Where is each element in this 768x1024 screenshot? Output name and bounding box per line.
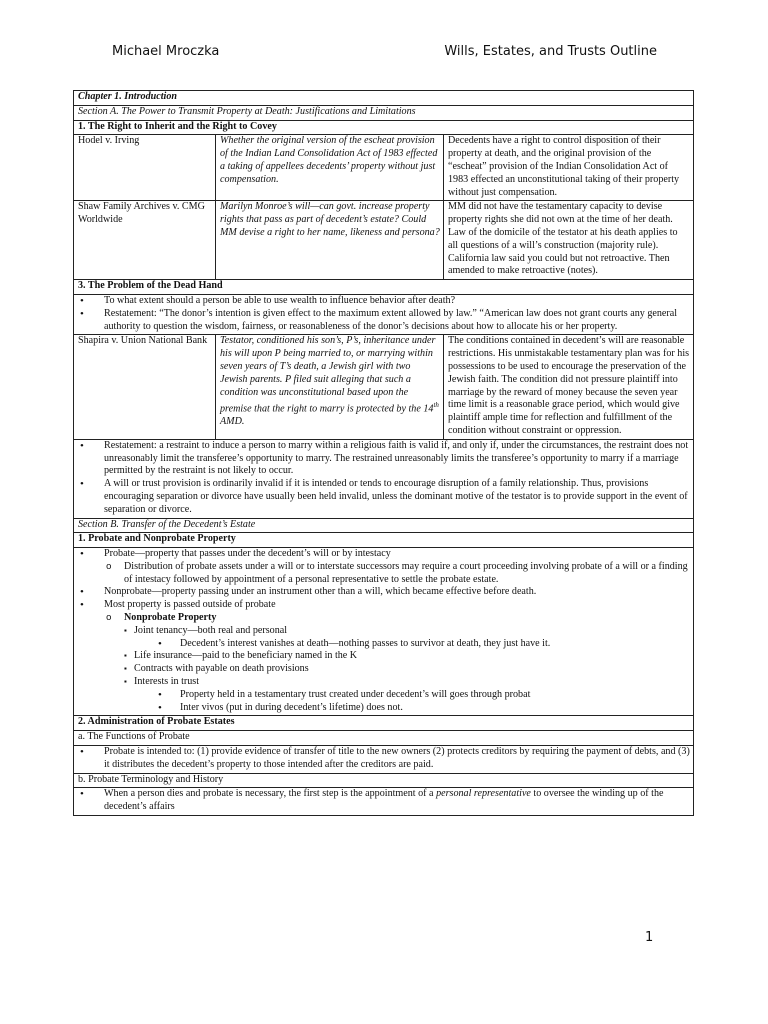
section-a-title: Section A. The Power to Transmit Property at Death: Justifications and Limitations: [74, 105, 694, 120]
terminology-pre: When a person dies and probate is necessary, the first step is the appointment of a: [104, 788, 437, 800]
list-item: ▪ Contracts with payable on death provisions: [134, 663, 690, 676]
functions-list-cell: [74, 746, 694, 774]
terminology-list-cell: [74, 788, 694, 816]
list-item: • Decedent’s interest vanishes at death—nothing passes to survivor at death, they just have it.: [180, 638, 690, 651]
restatement-list: [78, 440, 690, 517]
case-row-shaw: [74, 201, 694, 280]
terminology-list: [78, 788, 690, 814]
list-item: ▪ Life insurance—paid to the beneficiary named in the K: [134, 650, 690, 663]
probate-text: —property that passes under the decedent’s will or by intestacy: [134, 548, 391, 560]
probate-label: Probate: [104, 548, 135, 560]
outline-table: [73, 90, 694, 816]
terminology-term: personal representative: [436, 788, 531, 800]
case-row-shapira: [74, 335, 694, 439]
list-item: • A will or trust provision is ordinarily invalid if it is intended or tends to encourage disruption of a family relationship. Thus, provisions encouraging separation or divorce have usually been held invalid, unless the dominant motive of the testator is to provide support in the event of separation or divorce.: [104, 478, 690, 516]
case-name: Hodel v. Irving: [74, 135, 216, 201]
case-holding: MM did not have the testamentary capacity to devise property rights she did not own at the time of her death. Law of the domicile of the testator at his death applies to all questions of a will’s construction (majority rule). California law said you could but not retroactive. Then amended to make retroactive (notes).: [444, 201, 694, 280]
header-title: Wills, Estates, and Trusts Outline: [444, 44, 657, 59]
list-item: • Nonprobate—property passing under an instrument other than a will, which became effective before death.: [104, 586, 690, 599]
joint-tenancy-sublist: [134, 638, 690, 651]
list-item: [124, 612, 690, 714]
restatement-list-cell: [74, 439, 694, 518]
dead-hand-list: [78, 295, 690, 333]
chapter-title: Chapter 1. Introduction: [74, 91, 694, 106]
subheading-functions: a. The Functions of Probate: [74, 731, 694, 746]
case-holding: The conditions contained in decedent’s will are reasonable restrictions. His unmistakable testamentary plan was for his possessions to be used to encourage the preservation of the Jewish faith. The condition did not pressure plaintiff into marriage by the reward of money because the seven year time limit is a reasonable grace period, which would give plaintiff ample time for reflection and fulfillment of the condition without constraint or oppression.: [444, 335, 694, 439]
trust-sublist: [134, 689, 690, 715]
case-issue: Whether the original version of the escheat provision of the Indian Land Consolidation Act of 1983 effected a taking of appellees decedents’ property without just compensation.: [216, 135, 444, 201]
heading-administration: 2. Administration of Probate Estates: [74, 716, 694, 731]
heading-probate: 1. Probate and Nonprobate Property: [74, 533, 694, 548]
nonprobate-types: [124, 625, 690, 715]
list-item: • Inter vivos (put in during decedent’s lifetime) does not.: [180, 702, 690, 715]
list-item: [104, 788, 690, 814]
list-item: [104, 548, 690, 586]
nonprobate-heading: Nonprobate Property: [124, 612, 217, 624]
probate-list-cell: [74, 548, 694, 716]
list-item: • To what extent should a person be able to use wealth to influence behavior after death?: [104, 295, 690, 308]
probate-list: [78, 548, 690, 714]
case-name: Shapira v. Union National Bank: [74, 335, 216, 439]
list-item: • Property held in a testamentary trust created under decedent’s will goes through probat: [180, 689, 690, 702]
heading-right-to-inherit: 1. The Right to Inherit and the Right to Covey: [74, 120, 694, 135]
terminology-post: to oversee the winding up of the decedent’s affairs: [104, 788, 664, 813]
subheading-terminology: b. Probate Terminology and History: [74, 773, 694, 788]
nonprobate-sublist: [104, 612, 690, 714]
list-item: • Restatement: a restraint to induce a person to marry within a religious faith is valid if, and only if, under the circumstances, the restraint does not unreasonably limit the transferee’s opportunity to marry. The restrained unreasonably limits the transferee’s opportunity to marry if a marriage permitted by the restraint is not likely to occur.: [104, 440, 690, 478]
case-issue: Marilyn Monroe’s will—can govt. increase property rights that pass as part of decedent’s estate? Could MM devise a right to her name, likeness and persona?: [216, 201, 444, 280]
list-item: [134, 676, 690, 714]
list-item: • Restatement: “The donor’s intention is given effect to the maximum extent allowed by law.” “American law does not grant courts any general authority to question the wisdom, fairness, or reasonableness of the donor’s decisions about how to allocate his or her property.: [104, 308, 690, 334]
list-item: o Distribution of probate assets under a will or to interstate successors may require a court proceeding involving probate of a will or a finding of intestacy followed by appointment of a personal representative to settle the probate estate.: [124, 561, 690, 587]
joint-tenancy-text: Joint tenancy—both real and personal: [134, 624, 288, 636]
list-item: [134, 625, 690, 651]
case-row-hodel: [74, 135, 694, 201]
list-item: [104, 599, 690, 714]
page-number: 1: [645, 930, 654, 945]
section-b-title: Section B. Transfer of the Decedent’s Estate: [74, 518, 694, 533]
probate-sublist: [104, 561, 690, 587]
functions-list: [78, 746, 690, 772]
dead-hand-list-cell: [74, 294, 694, 334]
header-author: Michael Mroczka: [112, 44, 220, 59]
case-facts: Testator, conditioned his son’s, P’s, inheritance under his will upon P being married to, or marrying within seven years of T’s death, a Jewish girl with two Jewish parents. P filed suit alleging that such a condition was unconstitutional based upon the premise that the right to marry is protected by the 14th AMD.: [216, 335, 444, 439]
interests-trust-text: Interests in trust: [134, 676, 200, 688]
case-name: Shaw Family Archives v. CMG Worldwide: [74, 201, 216, 280]
case-holding: Decedents have a right to control disposition of their property at death, and the original provision of the “escheat” provision of the Indian Consolidation Act of 1983 effected an unconstitutional taking of their property without just compensation.: [444, 135, 694, 201]
heading-dead-hand: 3. The Problem of the Dead Hand: [74, 280, 694, 295]
list-item: • Probate is intended to: (1) provide evidence of transfer of title to the new owners (2) protects creditors by requiring the payment of debts, and (3) it distributes the decedent’s property to those intended after the creditors are paid.: [104, 746, 690, 772]
most-property-text: Most property is passed outside of probate: [104, 599, 276, 611]
